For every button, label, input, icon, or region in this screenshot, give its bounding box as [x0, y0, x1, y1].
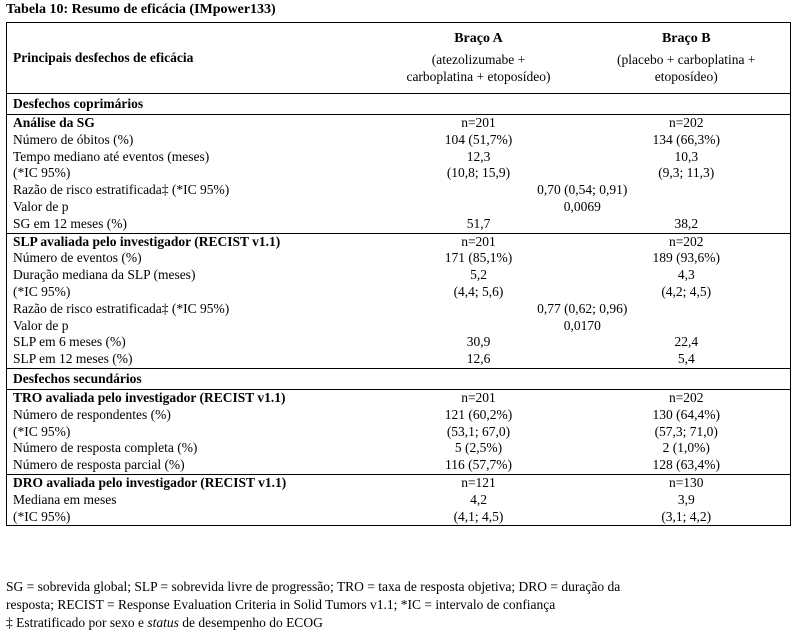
table-header-row	[7, 23, 791, 94]
table-row	[7, 301, 791, 318]
pfs-n-b: n=202	[583, 233, 791, 250]
footnote-line-3-post: de desempenho do ECOG	[178, 615, 323, 630]
row-label: SLP em 12 meses (%)	[13, 351, 133, 367]
section-title-primary: Desfechos coprimários	[7, 94, 791, 115]
row-label: SG em 12 meses (%)	[13, 215, 127, 231]
cell-arm-a: 12,6	[466, 351, 491, 367]
row-label: Número de respondentes (%)	[13, 406, 171, 422]
row-label: Número de resposta parcial (%)	[13, 457, 185, 473]
cell-arm-b: (3,1; 4,2)	[661, 508, 712, 524]
row-label: Razão de risco estratificada‡ (*IC 95%)	[13, 300, 230, 316]
footnote-line-2: resposta; RECIST = Response Evaluation Criteria in Solid Tumors v1.1; *IC = intervalo de confiança	[6, 597, 556, 612]
table-row	[7, 132, 791, 149]
arm-a-title: Braço A	[454, 30, 503, 46]
footnote-line-1: SG = sobrevida global; SLP = sobrevida livre de progressão; TRO = taxa de resposta objetiva; DRO = duração da	[6, 579, 621, 594]
row-label: (*IC 95%)	[13, 283, 71, 299]
table-footnotes	[6, 578, 794, 632]
orr-title: TRO avaliada pelo investigador (RECIST v1.1)	[7, 389, 375, 406]
table-row	[7, 233, 791, 250]
cell-arm-a: (4,1; 4,5)	[453, 508, 504, 524]
cell-combined: 0,70 (0,54; 0,91)	[537, 182, 628, 198]
row-label: (*IC 95%)	[13, 508, 71, 524]
row-label: Valor de p	[13, 198, 69, 214]
cell-arm-a: (4,4; 5,6)	[453, 283, 504, 299]
arm-a-desc-1: (atezolizumabe +	[431, 52, 526, 68]
cell-arm-b: 128 (63,4%)	[652, 457, 720, 473]
cell-arm-b: 38,2	[674, 215, 699, 231]
table-row	[7, 165, 791, 182]
cell-arm-b: 134 (66,3%)	[652, 131, 720, 147]
row-label: Mediana em meses	[13, 491, 117, 507]
cell-arm-a: 51,7	[466, 215, 491, 231]
table-row	[7, 284, 791, 301]
row-label: Número de resposta completa (%)	[13, 440, 198, 456]
cell-combined: 0,0170	[563, 317, 601, 333]
dor-n-a: n=121	[375, 474, 583, 491]
header-endpoints-label: Principais desfechos de eficácia	[13, 49, 194, 65]
table-row	[7, 149, 791, 166]
cell-arm-b: 189 (93,6%)	[652, 250, 720, 266]
table-caption: Tabela 10: Resumo de eficácia (IMpower133)	[6, 2, 276, 17]
table-row	[7, 250, 791, 267]
row-label: Razão de risco estratificada‡ (*IC 95%)	[13, 182, 230, 198]
footnote-line-3	[6, 614, 794, 632]
cell-arm-a: 171 (85,1%)	[444, 250, 513, 266]
table-row	[7, 407, 791, 424]
cell-arm-a: 116 (57,7%)	[445, 457, 512, 473]
cell-arm-a: 4,2	[470, 491, 487, 507]
cell-arm-a: (10,8; 15,9)	[446, 165, 511, 181]
table-row	[7, 267, 791, 284]
os-n-a: n=201	[375, 115, 583, 132]
table-row	[7, 509, 791, 526]
table-row	[7, 440, 791, 457]
row-label: Tempo mediano até eventos (meses)	[13, 148, 210, 164]
cell-arm-b: 3,9	[677, 491, 695, 507]
cell-arm-a: 104 (51,7%)	[444, 131, 513, 147]
cell-arm-b: (57,3; 71,0)	[654, 423, 718, 439]
row-label: Duração mediana da SLP (meses)	[13, 267, 196, 283]
table-row	[7, 334, 791, 351]
arm-a-desc-2: carboplatina + etoposídeo)	[406, 69, 551, 85]
cell-arm-a: 121 (60,2%)	[444, 406, 513, 422]
header-arm-a	[375, 23, 583, 94]
table-row	[7, 389, 791, 406]
table-row	[7, 492, 791, 509]
table-row	[7, 182, 791, 199]
cell-arm-b: (9,3; 11,3)	[658, 165, 715, 181]
cell-arm-a: 5 (2,5%)	[454, 440, 503, 456]
arm-b-title: Braço B	[661, 30, 711, 46]
table-row	[7, 318, 791, 335]
row-label: Valor de p	[13, 317, 69, 333]
cell-arm-a: (53,1; 67,0)	[446, 423, 511, 439]
cell-arm-b: 5,4	[677, 351, 695, 367]
orr-n-a: n=201	[375, 389, 583, 406]
cell-arm-b: 4,3	[677, 267, 695, 283]
footnote-line-3-em: status	[147, 615, 179, 630]
cell-arm-b: 10,3	[674, 148, 699, 164]
row-label: (*IC 95%)	[13, 423, 71, 439]
efficacy-table	[6, 22, 791, 526]
cell-combined: 0,77 (0,62; 0,96)	[537, 300, 628, 316]
cell-arm-a: 30,9	[466, 334, 491, 350]
table-row	[7, 351, 791, 368]
cell-arm-b: 22,4	[674, 334, 699, 350]
table-row	[7, 474, 791, 491]
header-arm-b	[583, 23, 791, 94]
row-label: Número de óbitos (%)	[13, 131, 134, 147]
cell-arm-a: 12,3	[466, 148, 491, 164]
table-row	[7, 199, 791, 216]
table-row	[7, 424, 791, 441]
pfs-title: SLP avaliada pelo investigador (RECIST v1.1)	[7, 233, 375, 250]
dor-title: DRO avaliada pelo investigador (RECIST v1.1)	[7, 474, 375, 491]
row-label: (*IC 95%)	[13, 165, 71, 181]
os-n-b: n=202	[583, 115, 791, 132]
pfs-n-a: n=201	[375, 233, 583, 250]
dor-n-b: n=130	[583, 474, 791, 491]
cell-arm-a: 5,2	[470, 267, 487, 283]
orr-n-b: n=202	[583, 389, 791, 406]
table-row	[7, 457, 791, 474]
footnote-line-3-pre: ‡ Estratificado por sexo e	[6, 615, 148, 630]
section-row-primary	[7, 94, 791, 115]
arm-b-desc-2: etoposídeo)	[654, 69, 718, 85]
section-title-secondary: Desfechos secundários	[7, 368, 791, 389]
section-row-secondary	[7, 368, 791, 389]
cell-arm-b: (4,2; 4,5)	[661, 283, 712, 299]
table-row	[7, 216, 791, 233]
os-title: Análise da SG	[7, 115, 375, 132]
cell-arm-b: 130 (64,4%)	[652, 406, 720, 422]
row-label: SLP em 6 meses (%)	[13, 334, 126, 350]
table-row	[7, 115, 791, 132]
cell-combined: 0,0069	[563, 198, 601, 214]
arm-b-desc-1: (placebo + carboplatina +	[616, 52, 756, 68]
row-label: Número de eventos (%)	[13, 250, 142, 266]
cell-arm-b: 2 (1,0%)	[662, 440, 710, 456]
